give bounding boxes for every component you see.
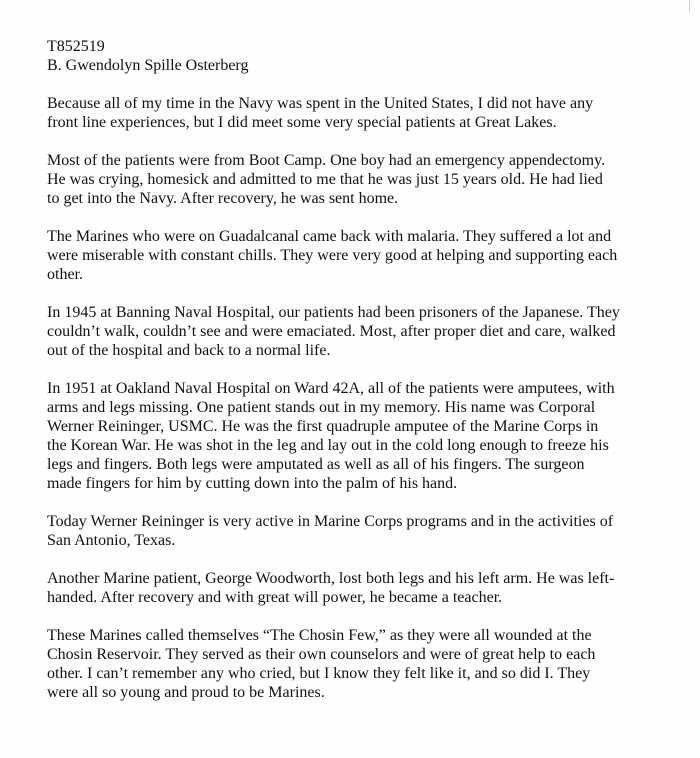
paragraph-line: The Marines who were on Guadalcanal came back with malaria. They suffered a lot and bbox=[47, 228, 612, 245]
paragraph-line: handed. After recovery and with great will power, he became a teacher. bbox=[47, 589, 503, 606]
paragraph-werner-today bbox=[47, 512, 677, 550]
paragraph-line: Today Werner Reininger is very active in Marine Corps programs and in the activities of bbox=[47, 513, 614, 530]
paragraph-oakland-hospital bbox=[47, 379, 677, 493]
paragraph-line: couldn’t walk, couldn’t see and were emaciated. Most, after proper diet and care, walked bbox=[47, 323, 616, 340]
paragraph-line: other. I can’t remember any who cried, but I know they felt like it, and so did I. They bbox=[47, 665, 591, 682]
paragraph-line: made fingers for him by cutting down into the palm of his hand. bbox=[47, 475, 458, 492]
paragraph-line: were all so young and proud to be Marines. bbox=[47, 684, 325, 701]
author-name: B. Gwendolyn Spille Osterberg bbox=[47, 57, 249, 74]
paragraph-navy-service bbox=[47, 94, 677, 132]
paragraph-line: legs and fingers. Both legs were amputated as well as all of his fingers. The surgeon bbox=[47, 456, 585, 473]
paragraph-line: front line experiences, but I did meet some very special patients at Great Lakes. bbox=[47, 114, 557, 131]
paragraph-line: to get into the Navy. After recovery, he was sent home. bbox=[47, 190, 399, 207]
paragraph-line: He was crying, homesick and admitted to me that he was just 15 years old. He had lied bbox=[47, 171, 603, 188]
paragraph-line: Most of the patients were from Boot Camp. One boy had an emergency appendectomy. bbox=[47, 152, 606, 169]
paragraph-line: Chosin Reservoir. They served as their own counselors and were of great help to each bbox=[47, 646, 596, 663]
paragraph-line: Werner Reininger, USMC. He was the first quadruple amputee of the Marine Corps in bbox=[47, 418, 599, 435]
paragraph-guadalcanal bbox=[47, 227, 677, 284]
paragraph-george-woodworth bbox=[47, 569, 677, 607]
paragraph-banning-hospital bbox=[47, 303, 677, 360]
paragraph-line: other. bbox=[47, 266, 83, 283]
scan-edge-mark bbox=[689, 0, 690, 12]
paragraph-line: out of the hospital and back to a normal life. bbox=[47, 342, 331, 359]
paragraph-line: San Antonio, Texas. bbox=[47, 532, 176, 549]
paragraph-line: In 1945 at Banning Naval Hospital, our patients had been prisoners of the Japanese. They bbox=[47, 304, 620, 321]
paragraph-line: In 1951 at Oakland Naval Hospital on Ward 42A, all of the patients were amputees, with bbox=[47, 380, 615, 397]
paragraph-line: the Korean War. He was shot in the leg and lay out in the cold long enough to freeze his bbox=[47, 437, 609, 454]
document-body bbox=[47, 37, 677, 702]
paragraph-chosin-few bbox=[47, 626, 677, 702]
paragraph-line: arms and legs missing. One patient stands out in my memory. His name was Corporal bbox=[47, 399, 596, 416]
paragraph-line: Because all of my time in the Navy was spent in the United States, I did not have any bbox=[47, 95, 594, 112]
paragraph-boot-camp bbox=[47, 151, 677, 208]
paragraph-line: were miserable with constant chills. They were very good at helping and supporting each bbox=[47, 247, 618, 264]
paragraph-line: Another Marine patient, George Woodworth, lost both legs and his left arm. He was left- bbox=[47, 570, 615, 587]
paragraph-line: These Marines called themselves “The Chosin Few,” as they were all wounded at the bbox=[47, 627, 592, 644]
document-id: T852519 bbox=[47, 38, 105, 55]
